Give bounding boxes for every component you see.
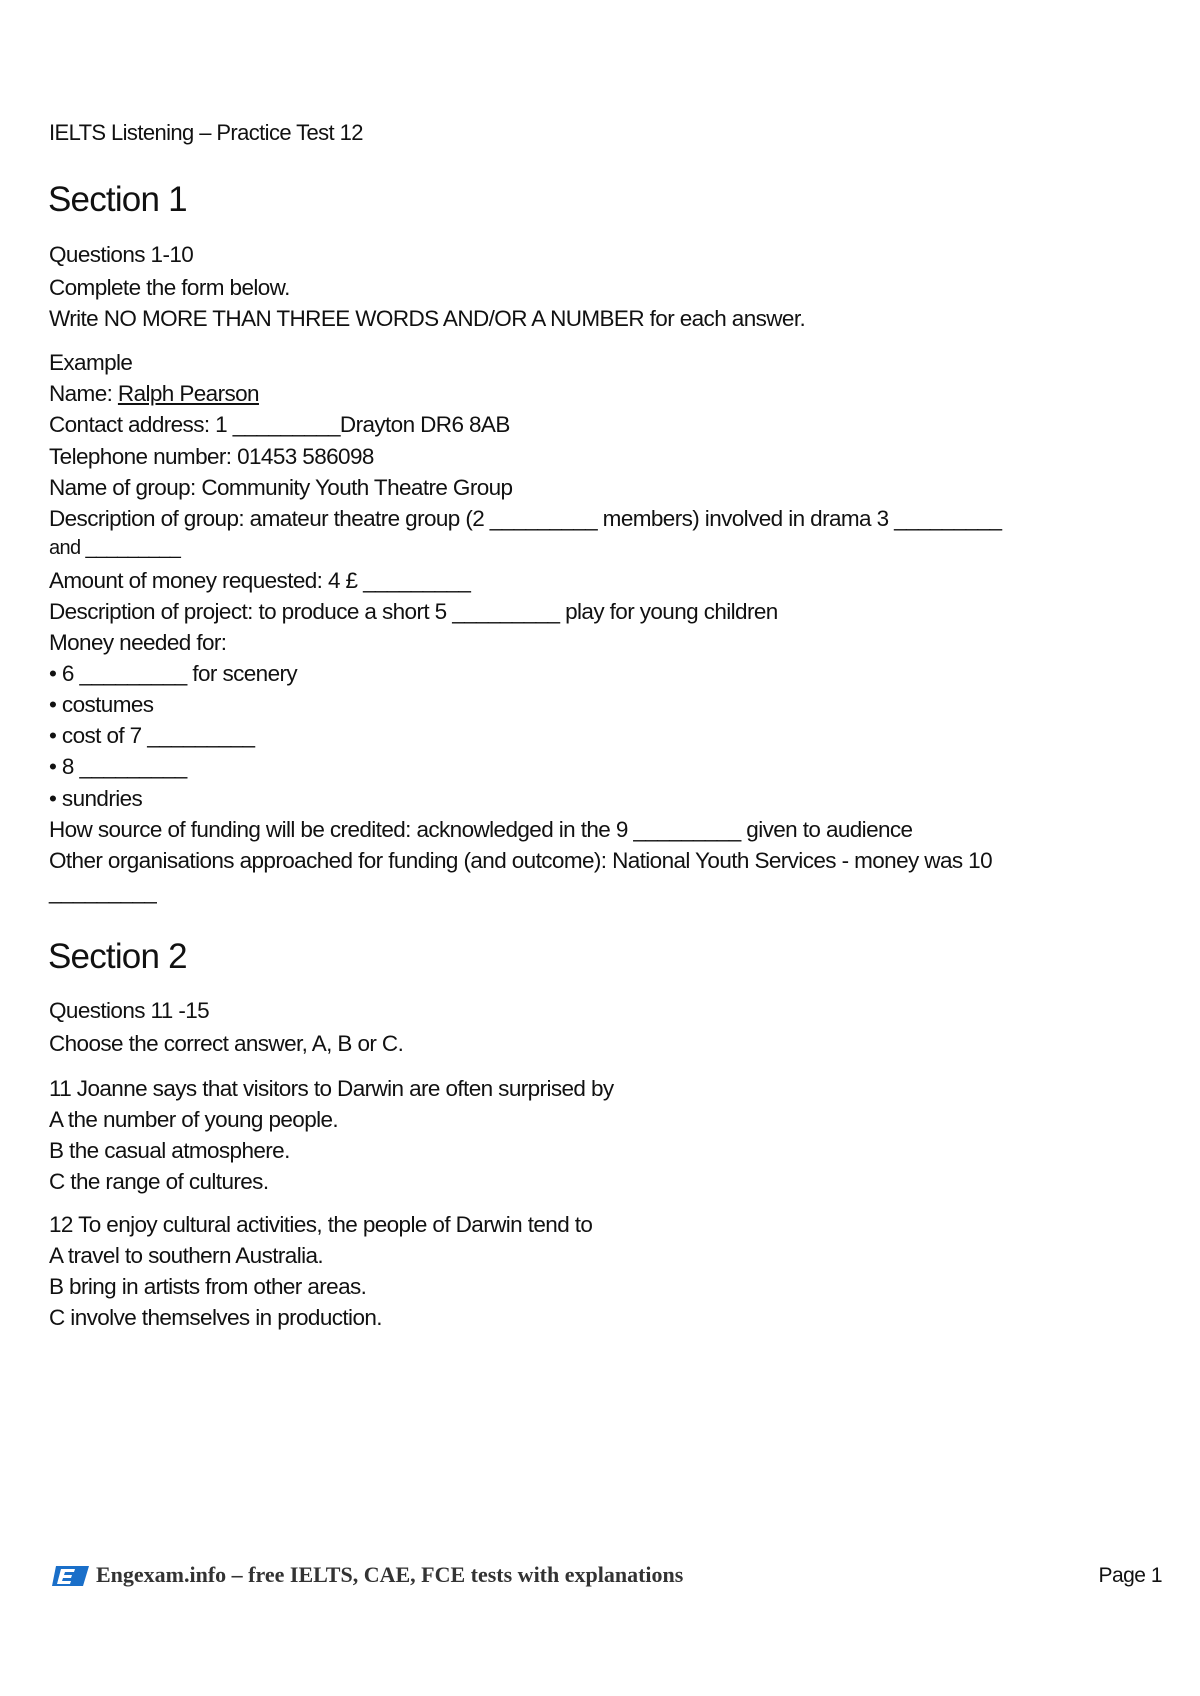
section-1-instruction-2: Write NO MORE THAN THREE WORDS AND/OR A NUMBER for each answer.	[49, 306, 806, 331]
question-11-option-c: C the range of cultures.	[49, 1169, 269, 1194]
question-11-option-b: B the casual atmosphere.	[49, 1138, 290, 1163]
money-needed-line: Money needed for:	[49, 630, 227, 655]
question-12: 12 To enjoy cultural activities, the people of Darwin tend to	[49, 1212, 593, 1237]
money-requested-line: Amount of money requested: 4 £ _________	[49, 568, 471, 593]
question-12-option-a: A travel to southern Australia.	[49, 1243, 324, 1268]
credit-line: How source of funding will be credited: acknowledged in the 9 _________ given to audience	[49, 817, 913, 842]
question-12-option-c: C involve themselves in production.	[49, 1305, 382, 1330]
list-item: • sundries	[49, 786, 143, 811]
name-label: Name:	[49, 381, 118, 406]
other-organisations-line-2: _________	[49, 879, 157, 904]
section-1-instruction: Complete the form below.	[49, 275, 290, 300]
footer-site-text: Engexam.info – free IELTS, CAE, FCE tests with explanations	[96, 1562, 684, 1587]
question-11: 11 Joanne says that visitors to Darwin are often surprised by	[49, 1076, 614, 1101]
example-label: Example	[49, 350, 133, 375]
page-number: Page 1	[1098, 1564, 1162, 1587]
document-header: IELTS Listening – Practice Test 12	[49, 120, 363, 145]
list-item: • costumes	[49, 692, 154, 717]
group-description-line-2: and _________	[49, 537, 181, 559]
group-name-line: Name of group: Community Youth Theatre Group	[49, 475, 513, 500]
name-line	[49, 381, 259, 407]
name-value: Ralph Pearson	[117, 381, 259, 406]
project-description-line: Description of project: to produce a short 5 _________ play for young children	[49, 599, 778, 624]
section-1-title: Section 1	[48, 180, 187, 219]
telephone-line: Telephone number: 01453 586098	[49, 444, 374, 469]
page-footer	[52, 1560, 1162, 1600]
other-organisations-line-1: Other organisations approached for funding (and outcome): National Youth Services - money was 10	[49, 848, 992, 873]
contact-line: Contact address: 1 _________Drayton DR6 8AB	[49, 412, 510, 437]
section-1-questions-range: Questions 1-10	[49, 242, 194, 267]
list-item: • 8 _________	[49, 754, 187, 779]
section-2-instruction: Choose the correct answer, A, B or C.	[49, 1031, 404, 1056]
question-11-option-a: A the number of young people.	[49, 1107, 339, 1132]
list-item: • 6 _________ for scenery	[49, 661, 298, 686]
engexam-logo-icon	[52, 1564, 90, 1588]
list-item: • cost of 7 _________	[49, 723, 255, 748]
question-12-option-b: B bring in artists from other areas.	[49, 1274, 367, 1299]
section-2-questions-range: Questions 11 -15	[49, 998, 210, 1023]
group-description-line-1: Description of group: amateur theatre group (2 _________ members) involved in drama 3 _________	[49, 506, 1002, 531]
section-2-title: Section 2	[48, 937, 187, 976]
